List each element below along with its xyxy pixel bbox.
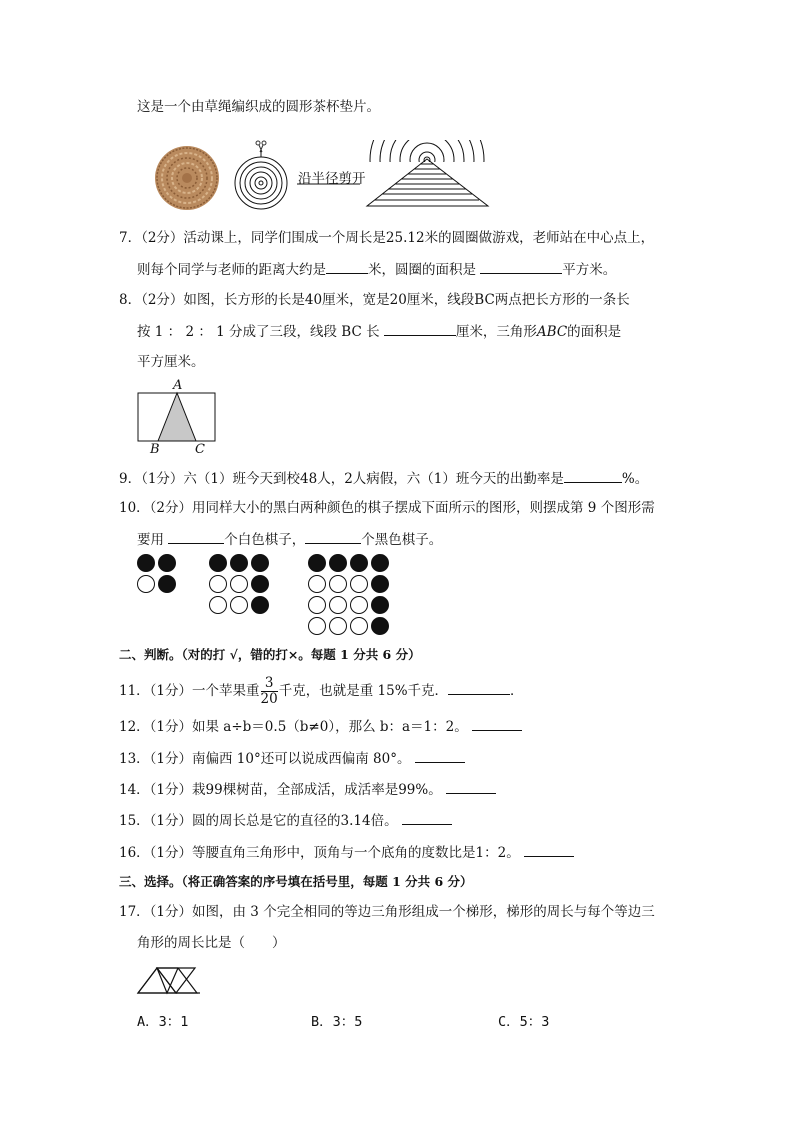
label-c: C — [195, 442, 205, 457]
label-b: B — [150, 442, 160, 457]
q17-line1: 17．（1分）如图，由 3 个完全相同的等边三角形组成一个梯形，梯形的周长与每个等边三 — [119, 904, 655, 920]
q15-text: 15．（1分）圆的周长总是它的直径的3.14倍。 — [119, 813, 398, 829]
q7-line1: 7．（2分）活动课上，同学们围成一个周长是25.12米的圆圈做游戏，老师站在中心点上， — [119, 230, 655, 246]
q16-text: 16．（1分）等腰直角三角形中，顶角与一个底角的度数比是1：2。 — [119, 845, 520, 861]
label-a: A — [173, 378, 183, 393]
q11-fraction — [261, 676, 278, 707]
q7-blank-2[interactable] — [480, 259, 562, 274]
q12-blank[interactable] — [472, 716, 522, 731]
q9-text: 9．（1分）六（1）班今天到校48人，2人病假，六（1）班今天的出勤率是 — [119, 471, 564, 487]
intro-text: 这是一个由草绳编织成的圆形茶杯垫片。 — [137, 99, 380, 115]
q8-line3: 平方厘米。 — [137, 354, 205, 370]
q11-numerator: 3 — [261, 676, 278, 692]
scissors-icon — [256, 141, 266, 152]
rope-coaster-image — [155, 146, 219, 210]
piece-figure-3 — [309, 555, 389, 635]
q10-blank-1[interactable] — [168, 529, 224, 544]
q13-text: 13．（1分）南偏西 10°还可以说成西偏南 80°。 — [119, 751, 411, 767]
q16-blank[interactable] — [524, 842, 574, 857]
q12-line — [119, 716, 522, 737]
q17-line2: 角形的周长比是（ ） — [137, 935, 286, 951]
q11-suffix: 千克，也就是重 15%千克． — [278, 683, 449, 699]
q11-end: ． — [510, 683, 524, 699]
q8-line1: 8．（2分）如图，长方形的长是40厘米，宽是20厘米，线段BC两点把长方形的一条长 — [119, 292, 630, 308]
q10-text-a: 要用 — [137, 532, 164, 548]
piece-figure-1 — [138, 555, 176, 593]
q14-line — [119, 779, 496, 800]
q7-blank-1[interactable] — [326, 259, 368, 274]
q8-text-a: 按 1 ： 2 ： 1 分成了三段，线段 BC 长 — [137, 324, 380, 340]
q11-denominator: 20 — [260, 691, 278, 707]
q8-text-b: 厘米，三角形 — [455, 324, 537, 340]
q14-blank[interactable] — [446, 779, 496, 794]
q9-blank[interactable] — [564, 468, 622, 483]
q11-blank[interactable] — [448, 680, 510, 695]
q9-line — [119, 468, 648, 489]
q10-text-b: 个白色棋子， — [224, 532, 306, 548]
q12-text: 12．（1分）如果 a÷b＝0.5（b≠0），那么 b：a＝1：2。 — [119, 719, 468, 735]
q17-trapezoid — [136, 966, 202, 1000]
q13-line — [119, 748, 465, 769]
q10-line2 — [137, 529, 442, 550]
concentric-circles-figure — [235, 148, 287, 209]
choice-b[interactable]: B．3：5 — [311, 1014, 363, 1030]
section-3-heading: 三、选择。（将正确答案的序号填在括号里，每题 1 分共 6 分） — [119, 874, 473, 889]
q8-text-abc: ABC — [536, 324, 568, 340]
q16-line — [119, 842, 574, 863]
q8-blank-1[interactable] — [384, 321, 456, 336]
q15-line — [119, 810, 452, 831]
q10-figure — [136, 553, 396, 641]
q7-text-b: 米，圆圈的面积是 — [368, 262, 476, 278]
q8-text-d: 的面积是 — [567, 324, 622, 340]
choice-c[interactable]: C．5：3 — [498, 1014, 550, 1030]
q14-text: 14．（1分）栽99棵树苗，全部成活，成活率是99%。 — [119, 782, 442, 798]
section-2-heading: 二、判断。（对的打 √，错的打×。每题 1 分共 6 分） — [119, 647, 421, 662]
q13-blank[interactable] — [415, 748, 465, 763]
q8-line2 — [137, 321, 621, 342]
q15-blank[interactable] — [402, 810, 452, 825]
q10-blank-2[interactable] — [305, 529, 361, 544]
q10-text-c: 个黑色棋子。 — [361, 532, 443, 548]
q10-line1: 10．（2分）用同样大小的黑白两种颜色的棋子摆成下面所示的图形，则摆成第 9 个图形需 — [119, 500, 655, 516]
cut-label: 沿半径剪开 — [298, 171, 366, 187]
q11-prefix: 11．（1分）一个苹果重 — [119, 683, 260, 699]
piece-figure-2 — [210, 555, 269, 614]
q11-line — [119, 675, 524, 707]
choice-a[interactable]: A．3：1 — [137, 1014, 189, 1030]
q9-suffix: %。 — [621, 471, 649, 487]
q7-line2 — [137, 259, 616, 280]
q7-text-a: 则每个同学与老师的距离大约是 — [137, 262, 326, 278]
q7-text-c: 平方米。 — [562, 262, 617, 278]
